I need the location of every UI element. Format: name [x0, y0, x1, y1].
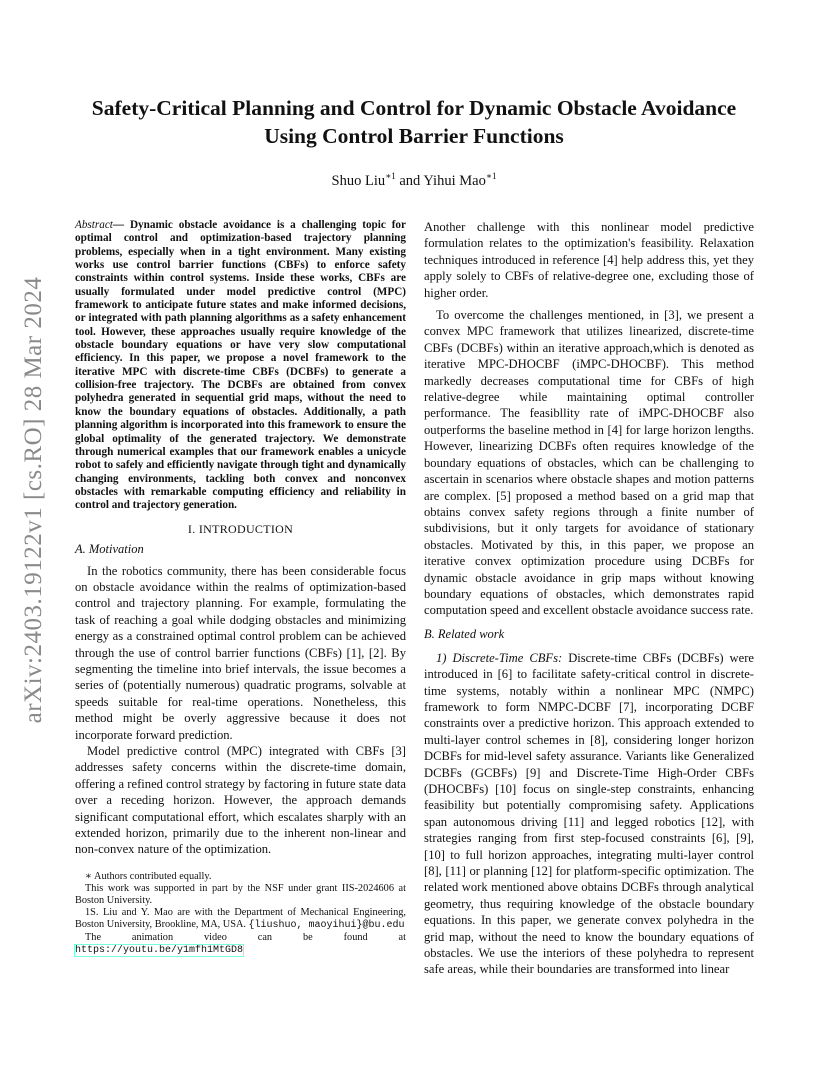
- footnote-affiliation: [75, 907, 406, 932]
- video-text: The animation video can be found at: [85, 932, 406, 944]
- authors: [70, 171, 758, 190]
- section-introduction-heading: I. INTRODUCTION: [187, 521, 294, 536]
- author-2: Yihui Mao: [423, 172, 486, 189]
- author-2-affiliation: ∗1: [485, 171, 497, 181]
- right-column: [424, 219, 754, 984]
- paper-title: Safety-Critical Planning and Control for Dynamic Obstacle Avoidance Using Control Barrier Functions: [91, 96, 737, 148]
- paragraph: Another challenge with this nonlinear model predictive formulation relates to the optimization's feasibility. Relaxation techniques introduced in reference [4] help address this, yet they apply solely to CBFs of relative-degree one, excluding those of higher order.: [424, 220, 754, 300]
- footnote-equal-contribution: ∗ Authors contributed equally.: [85, 870, 212, 882]
- paragraph: In the robotics community, there has been considerable focus on obstacle avoidance within the realms of optimization-based control and trajectory planning. For example, formulating the task of reaching a goal while dodging obstacles and minimizing energy as a constrained optimal control problem can be achieved through the use of control barrier functions (CBFs) [1], [2]. By segmenting the timeline into brief intervals, the issue becomes a series of (potentially numerous) quadratic programs, solvable at speeds suitable for real-time operations. Nonetheless, this method might be overly aggressive because it does not incorporate forward prediction.: [75, 563, 406, 742]
- abstract-text: — Dynamic obstacle avoidance is a challenging topic for optimal control and optimization-based trajectory planning problems, especially when in a tight environment. Many existing works use control barrier functions (CBFs) to enforce safety constraints within control systems. Inside these works, CBFs are usually formulated under model predictive control (MPC) framework to anticipate future states and make informed decisions, or integrated with path planning algorithms as a safety enhancement tool. However, these approaches usually require knowledge of the obstacle boundary equations or have very slow computational efficiency. In this paper, we propose a novel framework to the iterative MPC with discrete-time CBFs (DCBFs) to generate a collision-free trajectory. The DCBFs are obtained from convex polyhedra generated in sequential grid maps, without the need to know the boundary equations of obstacles. Additionally, a path planning algorithm is incorporated into this framework to ensure the global optimality of the generated trajectory. We demonstrate through numerical examples that our framework enables a unicycle robot to safely and efficiently navigate through tight and dynamically changing environments, tackling both convex and nonconvex obstacles with remarkable computing efficiency and reliability in control and trajectory generation.: [75, 219, 406, 512]
- subsection-motivation-heading: A. Motivation: [75, 541, 144, 556]
- author-conjunction: and: [395, 172, 424, 189]
- subsection-related-work-heading: B. Related work: [424, 626, 505, 641]
- left-column: [75, 219, 406, 958]
- author-1-affiliation: ∗1: [385, 171, 396, 181]
- subsubsection-dcbf-heading: 1) Discrete-Time CBFs:: [436, 650, 563, 665]
- author-1: Shuo Liu: [331, 172, 386, 189]
- video-link[interactable]: https://youtu.be/y1mfh1MtGD8: [75, 945, 244, 957]
- footnote-funding: This work was supported in part by the NSF under grant IIS-2024606 at Boston University.: [75, 882, 406, 907]
- arxiv-identifier: arXiv:2403.19122v1 [cs.RO] 28 Mar 2024: [20, 276, 47, 724]
- paragraph: To overcome the challenges mentioned, in [3], we present a convex MPC framework that utilizes linearized, discrete-time CBFs (DCBFs) within an iterative approach,which is denoted as iterative MPC-DHOCBF (iMPC-DHOCBF). This method markedly decreases computational time for CBFs of high relative-degree while maintaining optimal controller performance. The feasibllity rate of iMPC-DHOCBF also outperforms the baseline method in [4] for large horizon lengths. However, linearizing DCBFs often requires knowledge of the boundary equations of obstacles, which can be challenging to ascertain in scenarios where obstacle shapes and motion patterns are complex. [5] proposed a method based on a grid map that obtains convex safety regions through a finite number of subdivisions, but it only targets for avoidance of stationary obstacles. Motivated by this, in this paper, we propose an iterative convex optimization procedure using DCBFs for dynamic obstacle avoidance in grip maps without knowing boundary equations of obstacles, which demonstrates rapid computation speed and excellent obstacle avoidance success rate.: [424, 308, 754, 618]
- abstract-label: Abstract: [75, 219, 113, 231]
- arxiv-sidebar: [14, 276, 54, 724]
- paragraph: Model predictive control (MPC) integrated with CBFs [3] addresses safety concerns within the discrete-time domain, offering a refined control strategy by factoring in future state data over a receding horizon. However, the approach demands significant computational effort, which escalates sharply with an extended horizon, primarily due to the inherent non-linear and non-convex nature of the optimization.: [75, 744, 406, 857]
- paragraph: [424, 650, 754, 978]
- abstract: [75, 219, 406, 513]
- paragraph-text: Discrete-time CBFs (DCBFs) were introduced in [6] to facilitate safety-critical control in discrete-time systems, notably within a nonlinear MPC (NMPC) framework to form NMPC-DCBF [7], incorporating DCBF constraints over a predictive horizon. This approach extended to multi-layer control schemes in [8], considering longer horizon DCBFs for mid-level safety assurance. Variants like Generalized DCBFs (GCBFs) [9] and Discrete-Time High-Order CBFs (DHOCBFs) [10] focus on single-step constraints, enhancing feasibility but potentially compromising safety. Applications span autonomous driving [11] and legged robotics [12], with strategies ranging from first step-focused constraints [6], [9], [10] to full horizon approaches, integrating multi-layer control [8], [11] or planning [12] for platform-specific optimization. The related work mentioned above obtains DCBFs through analytical geometry, thus requiring knowledge of the obstacle boundary equations. In this paper, we generate convex polyhedra in the grid map, without the need to know the boundary equations of obstacles. We use the interiors of these polyhedra to represent safe areas, while their boundaries are transformed into linear: [424, 650, 754, 977]
- footnote-video: [75, 932, 406, 957]
- affiliation-text: 1S. Liu and Y. Mao are with the Department of Mechanical Engineering, Boston University, Brookline, MA, USA.: [75, 907, 406, 931]
- footnotes: [75, 871, 406, 958]
- author-emails: {liushuo, maoyihui}@bu.edu: [248, 920, 405, 932]
